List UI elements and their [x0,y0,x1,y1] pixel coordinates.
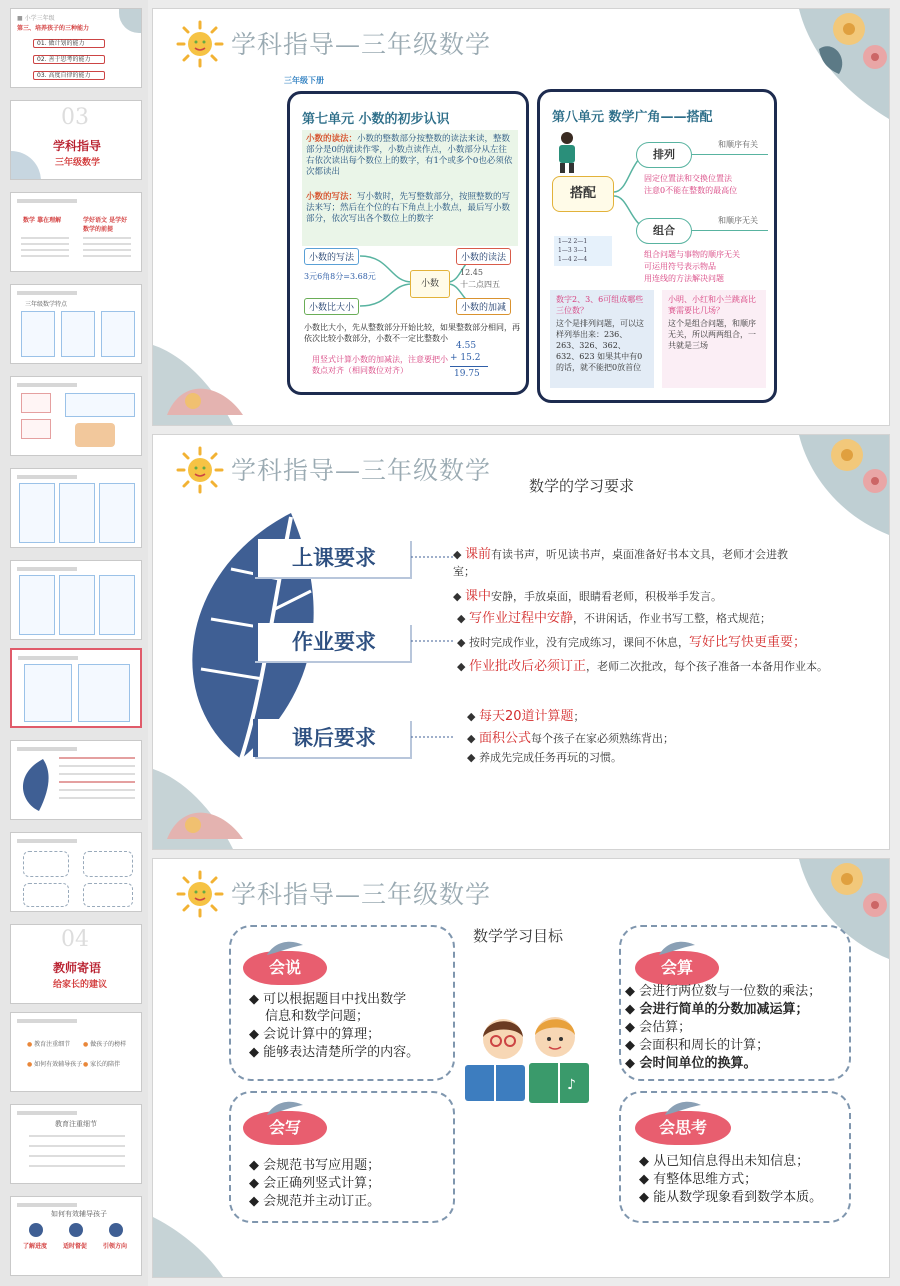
label-homework-requirements: 作业要求 [253,623,410,661]
thumb-heading: 如何有效辅导孩子 [51,1210,107,1218]
leaf-sprig-icon [663,1099,703,1117]
badge-calc: 会算 [635,951,719,985]
flower-decoration-icon [779,435,889,545]
question1-box [550,290,654,388]
calc-b: + 15.2 [450,353,481,363]
thumbnail-slide-7[interactable] [10,560,142,640]
thumb-heading: 三年级数学特点 [25,301,68,308]
thumb-item: 了解进度 [23,1243,48,1250]
pairs-box [554,236,612,266]
thumb-title: 学科指导 [53,139,102,153]
goal-write-item: ◆ 会规范并主动订正。 [249,1194,381,1209]
combination-text-3: 用连线的方法解决问题 [644,274,724,283]
thumbnail-slide-4[interactable] [10,284,142,364]
slide-thumbnail-panel [0,0,148,1286]
node-decimal-writing: 小数的写法 [304,248,359,265]
thumbnail-slide-1[interactable]: ■ 小学三年级 第三、培养孩子的三种能力 01. 做计划的能力 02. 善于思考的能力 03. 高度自律的能力 [10,8,142,88]
read-label: 小数的读法： [306,134,358,144]
thumb-text: 学好语文 是学好数学的前提 [83,217,128,233]
badge-write: 会写 [243,1111,327,1145]
permutation-text-1: 固定位置法和交换位置法 [644,174,732,183]
class-req-1: ◆ 课前有读书声，听见读书声，桌面准备好书本文具，老师才会进教 [453,547,788,562]
after-req-3: ◆ 养成先完成任务再玩的习惯。 [467,751,622,764]
write-text: 写小数时，先写整数部分，按照整数的写法来写；然后在个位的右下角点上小数点，最后写小数部分，依次写出各个数位上的数字 [306,192,511,224]
thumbnail-slide-13[interactable] [10,1104,142,1184]
pair-row: 1—3 3—1 [558,247,588,254]
thumbnail-slide-9[interactable] [10,740,142,820]
unit7-panel [287,91,529,395]
thumb-title: 教师寄语 [53,961,102,975]
flower-decoration-icon [153,335,263,425]
combination-note: 和顺序无关 [718,216,758,225]
pair-row: 1—2 2—1 [558,238,588,245]
section-heading: 数学的学习要求 [529,477,635,495]
permutation-note: 和顺序有关 [718,140,758,149]
thumb-item: 01. 做计划的能力 [33,39,105,48]
goal-speak-item: 信息和数学问题； [265,1009,370,1024]
goal-think-item: ◆ 有整体思维方式； [639,1172,758,1187]
thumb-item: 02. 善于思考的能力 [33,55,105,64]
thumbnail-slide-6[interactable] [10,468,142,548]
question2: 小明、小红和小兰跳高比赛需要比几场？ [668,295,756,315]
calc-a: 4.55 [456,341,477,351]
thumbnail-slide-10[interactable] [10,832,142,912]
after-req-1: ◆ 每天20道计算题； [467,709,585,724]
thumb-item: 教育注重细节 [34,1041,71,1048]
calc-note: 用竖式计算小数的加减法，注意要把小数点对齐（相同数位对齐） [312,355,448,375]
thumb-item: 引领方向 [103,1243,128,1250]
reading-children-icon [459,1009,599,1119]
label-class-requirements: 上课要求 [253,539,410,577]
permutation-text-2: 注意0不能在整数的最高位 [644,186,738,195]
homework-req-2: ◆ 按时完成作业，没有完成练习，课间不休息，写好比写快更重要； [457,635,806,650]
sun-icon [175,869,225,919]
example-read-text: 十二点四五 [460,280,500,289]
goal-calc-item: ◆ 会进行简单的分数加减运算； [625,1002,809,1017]
answer2: 这个是组合问题，和顺序无关，所以两两组合，一共就是三场 [668,319,756,350]
thumb-subtitle: 给家长的建议 [53,980,108,990]
goal-write-item: ◆ 会规范书写应用题； [249,1158,381,1173]
goal-speak-item: ◆ 可以根据题目中找出数学 [249,992,407,1007]
node-decimal-compare: 小数比大小 [304,298,359,315]
leaf-sprig-icon [265,939,305,957]
leaf-sprig-icon [265,1099,305,1117]
homework-req-1: ◆ 写作业过程中安静，不讲闲话，作业书写工整，格式规范； [457,611,771,626]
grade-tag: 三年级下册 [284,76,324,85]
thumbnail-slide-5[interactable] [10,376,142,456]
slide-canvas-2 [152,434,890,850]
leaf-sprig-icon [657,939,697,957]
thumb-heading: 第三、培养孩子的三种能力 [17,25,90,32]
unit7-rules-box [302,130,518,246]
unit7-title: 第七单元 小数的初步认识 [302,112,450,127]
goal-calc-item: ◆ 会面积和周长的计算； [625,1038,770,1053]
thumbnail-slide-3[interactable] [10,192,142,272]
unit8-title: 第八单元 数学广角——搭配 [552,110,713,125]
answer1: 这个是排列问题，可以这样列举出来：236、263、326、362、632、623 如果其中有0的话，就不能把0放首位 [556,319,644,372]
thumb-item: 适时督促 [63,1243,88,1250]
thumb-text: 数学 靠在理解 [23,217,62,224]
thumb-heading: 教育注重细节 [55,1120,97,1128]
node-permutation: 排列 [636,142,692,168]
goal-speak-item: ◆ 能够表达清楚所学的内容。 [249,1045,420,1060]
calc-result: 19.75 [454,369,480,379]
svg-text:♪: ♪ [567,1077,576,1093]
badge-speak: 会说 [243,951,327,985]
thumbnail-slide-2[interactable] [10,100,142,180]
section-heading: 数学学习目标 [473,927,564,945]
combination-text-1: 组合问题与事物的顺序无关 [644,250,740,259]
after-req-2: ◆ 面积公式每个孩子在家必须熟练背出； [467,731,674,746]
class-req-2: ◆ 课中安静，手放桌面，眼睛看老师，积极举手发言。 [453,589,722,604]
goal-write-item: ◆ 会正确列竖式计算； [249,1176,381,1191]
node-decimal-center: 小数 [410,270,450,298]
write-label: 小数的写法： [306,192,358,202]
flower-decoration-icon [779,9,889,129]
read-text: 小数的整数部分按整数的读法来读，整数部分是0的就读作零，小数点读作点，小数部分从左往右依次读出每个数位上的数字，有1个或多个0也必须依次都读出 [306,134,513,177]
thumb-item: 家长的陪伴 [90,1061,121,1068]
label-after-class-requirements: 课后要求 [253,719,410,757]
slide-title: 学科指导—三年级数学 [231,880,492,909]
thumb-subtitle: 三年级数学 [55,158,101,168]
sun-icon [175,445,225,495]
goal-calc-item: ◆ 会进行两位数与一位数的乘法； [625,984,822,999]
pair-row: 1—4 2—4 [558,256,588,263]
thumbnail-slide-14[interactable] [10,1196,142,1276]
flower-decoration-icon [153,1207,243,1277]
sun-icon [175,19,225,69]
slide-title: 学科指导—三年级数学 [231,30,492,59]
goal-calc-item: ◆ 会估算； [625,1020,692,1035]
homework-req-3: ◆ 作业批改后必须订正，老师二次批改，每个孩子准备一本备用作业本。 [457,659,828,674]
thumbnail-slide-12[interactable]: ● 教育注重细节 ● 做孩子的榜样 ● 如何有效辅导孩子 ● 家长的陪伴 [10,1012,142,1092]
slide-title: 学科指导—三年级数学 [231,456,492,485]
example-read-number: 12.45 [460,268,483,277]
goal-calc-item: ◆ 会时间单位的换算。 [625,1056,757,1071]
question1: 数字2、3、6可组成哪些三位数？ [556,295,644,315]
goal-think-item: ◆ 能从数学现象看到数学本质。 [639,1190,823,1205]
slide-canvas-1 [152,8,890,426]
thumb-item: 做孩子的榜样 [90,1041,127,1048]
slide-canvas-3 [152,858,890,1278]
thumb-number: 04 [61,927,89,952]
thumbnail-slide-8[interactable] [10,648,142,728]
node-combination: 组合 [636,218,692,244]
unit8-panel [537,89,777,403]
thumb-item: 如何有效辅导孩子 [34,1061,83,1068]
goal-think-item: ◆ 从已知信息得出未知信息； [639,1154,810,1169]
thumbnail-slide-11[interactable] [10,924,142,1004]
badge-think: 会思考 [635,1111,731,1145]
node-decimal-reading: 小数的读法 [456,248,511,265]
teacher-figure-icon [554,130,580,174]
goal-speak-item: ◆ 会说计算中的算理； [249,1027,381,1042]
example-write: 3元6角8分=3.68元 [304,272,376,281]
question2-box [662,290,766,388]
combination-text-2: 可运用符号表示物品 [644,262,716,271]
class-req-1-cont: 室； [453,565,475,578]
node-decimal-add: 小数的加减 [456,298,511,315]
thumb-number: 03 [61,105,89,130]
thumb-item: 03. 高度自律的能力 [33,71,105,80]
compare-text: 小数比大小，先从整数部分开始比较，如果整数部分相同，再依次比较小数部分，小数不一定比整数小 [304,323,520,343]
node-matching-center: 搭配 [552,176,614,212]
